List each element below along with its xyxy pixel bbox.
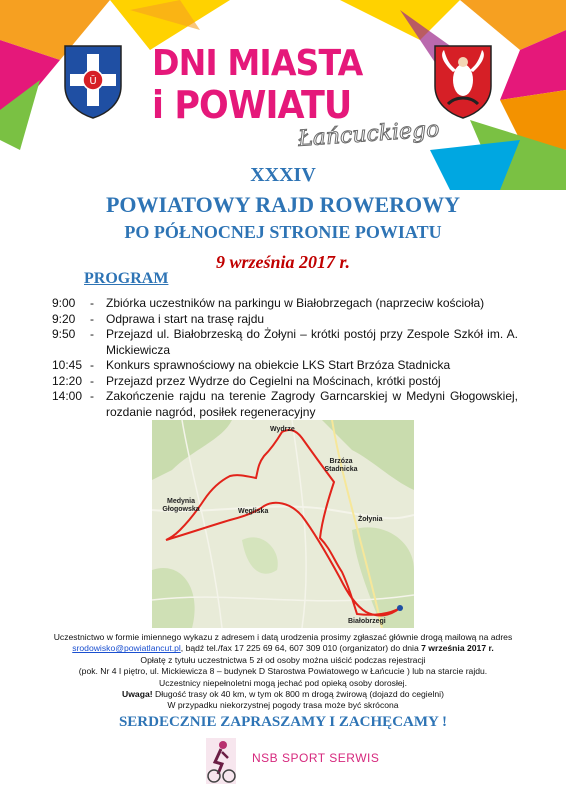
schedule-item <box>52 358 518 374</box>
edition-number: XXXIV <box>250 164 316 186</box>
route-map-graphic <box>152 420 414 628</box>
closing-invitation: SERDECZNIE ZAPRASZAMY I ZACHĘCAMY ! <box>118 714 448 730</box>
event-title: POWIATOWY RAJD ROWEROWY <box>105 192 461 217</box>
cyclist-icon <box>206 738 236 784</box>
info-line: Uczestnictwo w formie imiennego wykazu z adresem i datą urodzenia prosimy zgłaszać głównie drogą mailową na adres <box>53 632 513 642</box>
event-subtitle: PO PÓŁNOCNEJ STRONIE POWIATU <box>124 222 442 242</box>
schedule-dash: - <box>90 311 94 326</box>
route-map <box>152 420 414 628</box>
schedule-time: 9:00 <box>52 296 76 310</box>
schedule-item <box>52 327 518 358</box>
schedule-item <box>52 389 518 420</box>
info-line: (pok. Nr 4 I piętro, ul. Mickiewicza 8 – budynek D Starostwa Powiatowego w Łańcucie ) lub na starcie rajdu. <box>78 666 488 677</box>
svg-text:Ū: Ū <box>89 76 97 87</box>
map-label-zolynia: Żołynia <box>358 516 383 523</box>
schedule-dash: - <box>90 296 94 310</box>
schedule-dash: - <box>90 373 94 388</box>
banner-script-text: Łańcuckiego <box>297 117 441 152</box>
schedule-dash: - <box>90 358 94 372</box>
map-label-brzoza: Brzóza Stadnicka <box>324 458 358 473</box>
schedule-dash: - <box>90 327 94 341</box>
coat-of-arms-left <box>62 42 124 120</box>
map-label-wydrze: Wydrze <box>270 426 295 433</box>
info-line <box>30 643 536 654</box>
schedule-time: 14:00 <box>52 389 83 403</box>
event-date: 9 września 2017 r. <box>215 252 351 272</box>
program-heading: PROGRAM <box>84 270 169 287</box>
deadline-text: 7 września 2017 r. <box>421 643 494 654</box>
schedule-item <box>52 374 518 390</box>
coat-of-arms-right <box>432 42 494 120</box>
info-text: , bądź tel./fax 17 225 69 64, 607 309 010 (organizator) do dnia <box>180 643 422 654</box>
info-line <box>30 689 536 700</box>
schedule-dash: - <box>90 389 94 403</box>
schedule-description: Zakończenie rajdu na terenie Zagrody Garncarskiej w Medyni Głogowskiej, rozdanie nagród, posiłek regeneracyjny <box>106 389 518 419</box>
schedule-list <box>52 296 518 420</box>
schedule-description: Przejazd przez Wydrze do Cegielni na Mościnach, krótki postój <box>106 373 441 388</box>
schedule-description: Konkurs sprawnościowy na obiekcie LKS Start Brzóza Stadnicka <box>106 358 451 372</box>
schedule-time: 10:45 <box>52 358 83 372</box>
schedule-item <box>52 296 518 312</box>
info-line: W przypadku niekorzystnej pogody trasa może być skrócona <box>167 700 399 711</box>
info-text: Długość trasy ok 40 km, w tym ok 800 m drogą żwirową (dojazd do cegielni) <box>152 689 444 700</box>
schedule-item <box>52 312 518 328</box>
map-label-bialobrzegi: Białobrzegi <box>348 618 386 625</box>
map-label-medynia: Medynia Głogowska <box>162 498 200 513</box>
info-line: Uczestnicy niepełnoletni mogą jechać pod opieką osoby dorosłej. <box>159 677 407 688</box>
schedule-description: Odprawa i start na trasę rajdu <box>106 311 265 326</box>
schedule-time: 12:20 <box>52 373 83 388</box>
sponsor-name: NSB SPORT SERWIS <box>252 751 380 765</box>
email-link[interactable]: srodowisko@powiatlancut.pl <box>72 643 181 654</box>
banner-line-1: DNI MIASTA <box>152 43 363 84</box>
schedule-description: Przejazd ul. Białobrzeską do Żołyni – krótki postój przy Zespole Szkół im. A. Mickiewicza <box>106 327 518 357</box>
header-banner <box>0 0 566 190</box>
banner-line-2: i POWIATU <box>152 83 352 127</box>
warning-label: Uwaga! <box>122 689 153 700</box>
schedule-time: 9:50 <box>52 327 76 341</box>
registration-info <box>30 632 536 712</box>
info-line: Opłatę z tytułu uczestnictwa 5 zł od osoby można uiścić podczas rejestracji <box>140 654 426 665</box>
schedule-description: Zbiórka uczestników na parkingu w Białobrzegach (naprzeciw kościoła) <box>106 296 485 310</box>
map-label-wegliska: Węgliska <box>238 508 269 515</box>
schedule-time: 9:20 <box>52 311 76 326</box>
